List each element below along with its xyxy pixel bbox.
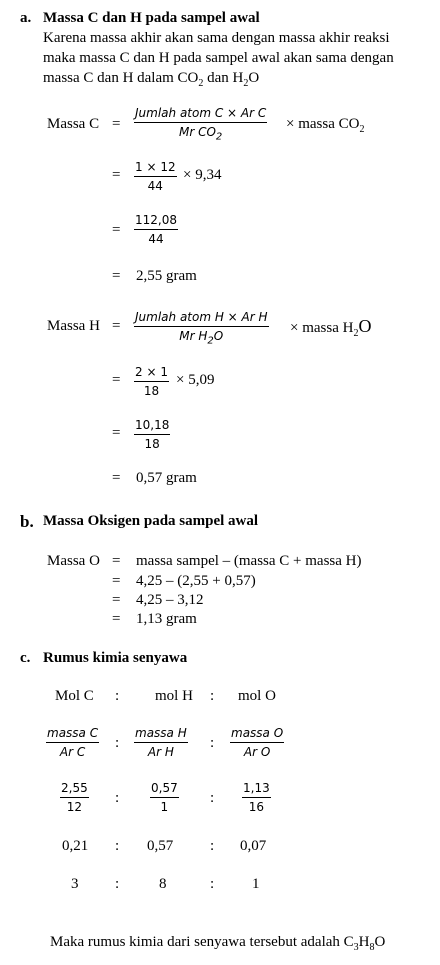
fraction-bar: [60, 797, 89, 798]
fraction-numerator: 2,55: [61, 781, 88, 795]
ratio-colon: :: [115, 688, 120, 704]
fraction-denominator: 1: [160, 800, 169, 814]
equals-sign: =: [112, 318, 121, 334]
fraction-numerator: massa H: [135, 726, 187, 740]
fraction-bar: [134, 326, 269, 327]
equals-sign: =: [112, 573, 121, 589]
ratio-fraction-o: [230, 726, 284, 759]
ratio-colon: :: [115, 790, 120, 806]
fraction-bar: [242, 797, 271, 798]
fraction-denominator: 16: [248, 800, 264, 814]
fraction-numerator: 1,13: [243, 781, 270, 795]
mol-c-header: Mol C: [55, 688, 94, 704]
ratio-c-integer: 3: [71, 876, 79, 892]
section-b-letter: b.: [20, 512, 34, 531]
equals-sign: =: [112, 425, 121, 441]
ratio-o-integer: 1: [252, 876, 260, 892]
massa-c-step2-multiplier: × 9,34: [183, 167, 222, 183]
fraction-denominator: 18: [144, 437, 160, 451]
ratio-h-integer: 8: [159, 876, 167, 892]
mol-h-header: mol H: [155, 688, 193, 704]
fraction-bar: [134, 434, 170, 435]
equals-sign: =: [112, 470, 121, 486]
massa-o-line-2: 4,25 – (2,55 + 0,57): [136, 573, 256, 589]
section-b-heading: Massa Oksigen pada sampel awal: [43, 513, 259, 529]
massa-c-result: 2,55 gram: [136, 268, 197, 284]
mol-c-value: 0,21: [62, 838, 89, 854]
equals-sign: =: [112, 222, 121, 238]
equals-sign: =: [112, 116, 121, 132]
fraction-bar: [134, 381, 169, 382]
fraction-numerator: Jumlah atom H × Ar H: [135, 310, 268, 324]
massa-o-line-1: massa sampel – (massa C + massa H): [136, 553, 362, 569]
fraction-numerator: massa C: [47, 726, 99, 740]
equals-sign: =: [112, 592, 121, 608]
mol-o-header: mol O: [238, 688, 276, 704]
ratio-fraction-h: [134, 726, 188, 759]
massa-o-result: 1,13 gram: [136, 611, 197, 627]
equals-sign: =: [112, 553, 121, 569]
ratio-colon: :: [115, 735, 120, 751]
fraction-denominator: 44: [148, 232, 164, 246]
massa-c-step3-fraction: [134, 213, 178, 246]
massa-h-step2-fraction: [134, 365, 169, 398]
massa-h-multiplier: × massa $H_2O$: [290, 316, 372, 339]
section-a-letter: a.: [20, 10, 32, 26]
fraction-numerator: 0,57: [151, 781, 178, 795]
ratio-value-fraction-h: [150, 781, 179, 814]
massa-o-line-3: 4,25 – 3,12: [136, 592, 204, 608]
ratio-value-fraction-o: [242, 781, 271, 814]
ratio-colon: :: [115, 876, 120, 892]
fraction-bar: [150, 797, 179, 798]
fraction-bar: [134, 742, 188, 743]
section-a-heading: Massa C dan H pada sampel awal: [43, 10, 260, 26]
fraction-denominator: Mr $H_2O$: [179, 329, 224, 347]
massa-h-step2-multiplier: × 5,09: [176, 372, 215, 388]
fraction-bar: [134, 122, 267, 123]
massa-h-formula-fraction: [134, 310, 269, 348]
fraction-bar: [46, 742, 99, 743]
ratio-value-fraction-c: [60, 781, 89, 814]
equals-sign: =: [112, 611, 121, 627]
fraction-bar: [134, 229, 178, 230]
massa-o-label: Massa O: [47, 553, 100, 569]
fraction-denominator: 18: [143, 384, 160, 398]
mol-o-value: 0,07: [240, 838, 267, 854]
fraction-denominator: 12: [66, 800, 82, 814]
equals-sign: =: [112, 268, 121, 284]
section-a-intro-line-3: massa C dan H dalam $CO_2$ dan $H_2O$: [43, 70, 260, 89]
mol-h-value: 0,57: [147, 838, 174, 854]
massa-h-step3-fraction: [134, 418, 170, 451]
fraction-numerator: Jumlah atom C × Ar C: [135, 106, 267, 120]
fraction-bar: [134, 176, 177, 177]
section-a-intro-line-2: maka massa C dan H pada sampel awal akan sama dengan: [43, 50, 394, 66]
fraction-numerator: massa O: [231, 726, 284, 740]
ratio-fraction-c: [46, 726, 99, 759]
fraction-numerator: 2 × 1: [135, 365, 168, 379]
massa-c-formula-fraction: [134, 106, 267, 144]
massa-c-multiplier: × massa $CO_2$: [286, 116, 365, 135]
equals-sign: =: [112, 167, 121, 183]
ratio-colon: :: [210, 838, 215, 854]
fraction-numerator: 10,18: [135, 418, 170, 432]
equals-sign: =: [112, 372, 121, 388]
massa-c-step2-fraction: [134, 160, 177, 193]
fraction-denominator: Ar C: [59, 745, 86, 759]
ratio-colon: :: [210, 688, 215, 704]
fraction-denominator: Ar O: [243, 745, 271, 759]
fraction-denominator: Mr $CO_2$: [178, 125, 223, 143]
fraction-numerator: 1 × 12: [135, 160, 176, 174]
section-c-letter: c.: [20, 650, 31, 666]
fraction-bar: [230, 742, 284, 743]
massa-h-label: Massa H: [47, 318, 100, 334]
section-a-intro-line-1: Karena massa akhir akan sama dengan massa akhir reaksi: [43, 30, 390, 46]
ratio-colon: :: [210, 735, 215, 751]
massa-h-result: 0,57 gram: [136, 470, 197, 486]
fraction-denominator: 44: [147, 179, 163, 193]
section-c-heading: Rumus kimia senyawa: [43, 650, 188, 666]
fraction-denominator: Ar H: [147, 745, 174, 759]
ratio-colon: :: [115, 838, 120, 854]
ratio-colon: :: [210, 876, 215, 892]
ratio-colon: :: [210, 790, 215, 806]
conclusion-text: Maka rumus kimia dari senyawa tersebut adalah $C_3H_8O$: [50, 934, 386, 953]
massa-c-label: Massa C: [47, 116, 100, 132]
fraction-numerator: 112,08: [135, 213, 177, 227]
